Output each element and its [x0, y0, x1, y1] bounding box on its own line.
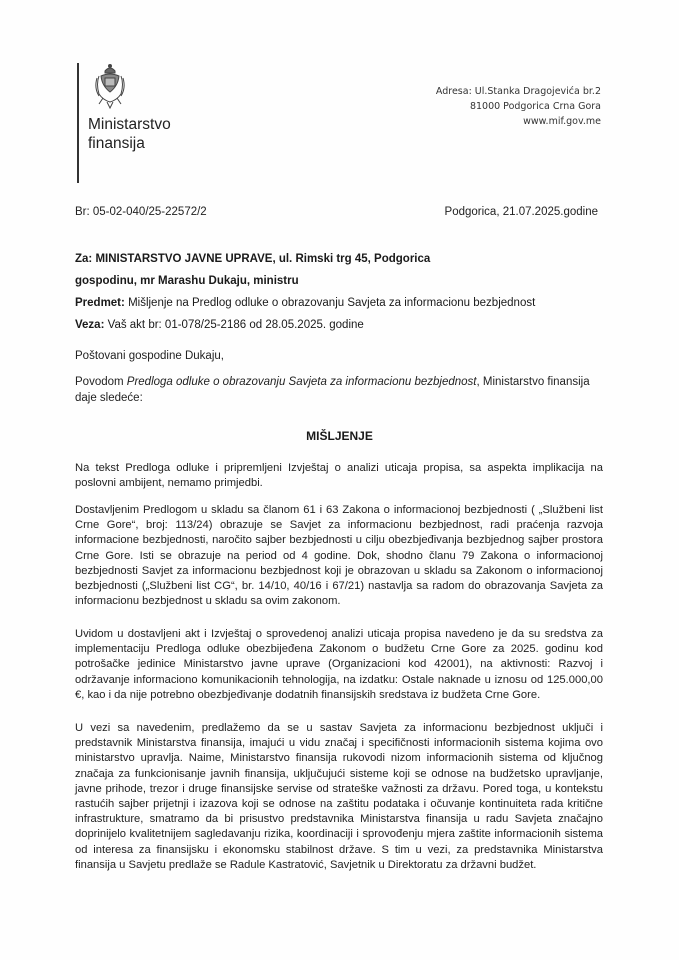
org-name-line1: Ministarstvo — [88, 116, 171, 133]
sender-address — [436, 84, 601, 129]
link-value: Vaš akt br: 01-078/25-2186 od 28.05.2025. godine — [107, 319, 364, 331]
subject-label: Predmet: — [75, 297, 125, 309]
body-paragraph-1: Na tekst Predloga odluke i pripremljeni Izvještaj o analizi uticaja propisa, sa aspekta implikacija na poslovni ambijent, nemamo primjedbi. — [75, 462, 603, 490]
org-name-line2: finansija — [88, 135, 145, 152]
subject-value: Mišljenje na Predlog odluke o obrazovanju Savjeta za informacionu bezbjednost — [128, 297, 536, 309]
body-paragraph-4: U vezi sa navedenim, predlažemo da se u sastav Savjeta za informacionu bezbjednost uključi i predstavnik Ministarstva finansija, imajući u vidu značaj i specifičnosti informacionih sistema kojima ovo ministarstvo upravlja. Naime, Ministarstvo finansija rukovodi nizom informacionih sistema od ključnog značaja za funkcionisanje javnih finansija, uključujući sisteme koji se odnose na budžetsko upravljanje, javne prihode, trezor i druge finansijske servise od strateške važnosti za državu. Pored toga, u kontekstu rastućih sajber prijetnji i izazova koji se odnose na zaštitu podataka i očuvanje kontinuiteta rada kritične infrastrukture, smatramo da bi prisustvo predstavnika Ministarstva finansija u radu Savjeta značajno doprinijelo kvalitetnijem sagledavanju rizika, koordinaciji i sprovođenju mjera zaštite informacionih sistema od interesa za finansijsku i ekonomsku stabilnost države. S tim u vezi, za predstavnika Ministarstva finansija u Savjetu predlaže se Radule Kastratović, Savjetnik u Direktoratu za državni budžet. — [75, 722, 603, 871]
address-city: 81000 Podgorica Crna Gora — [469, 101, 601, 112]
reference-link-line — [75, 314, 615, 336]
recipient-block — [75, 248, 615, 336]
organization-name — [88, 115, 171, 153]
website-link[interactable]: www.mif.gov.me — [523, 116, 601, 127]
reference-number: Br: 05-02-040/25-22572/2 — [75, 206, 207, 218]
body-paragraph-2: Dostavljenim Predlogom u skladu sa članom 61 i 63 Zakona o informacionoj bezbjednosti ( „Službeni list Crne Gore“, broj: 113/24) obrazuje se Savjet za informacionu bezbjednost, radi praćenja razvoja informacione bezbjednosti, naročito sajber bezbjednosti u cilju obezbjeđivanja bezbjednog sajber prostora Crne Gore. Isti se obrazuje na period od 4 godine. Dok, shodno članu 79 Zakona o informacionoj bezbjednosti Savjet za informacionu bezbjednost koji je obrazovan u skladu sa Zakonom o informacionoj bezbjednosti („Službeni list CG“, br. 14/10, 40/16 i 67/21) nastavlja sa radom do obrazovanja Savjeta za informacionu bezbjednost u skladu sa ovim zakonom. — [75, 504, 603, 608]
intro-paragraph — [75, 374, 605, 406]
coat-of-arms-icon — [93, 62, 127, 110]
salutation: Poštovani gospodine Dukaju, — [75, 350, 224, 362]
recipient-to — [75, 248, 615, 270]
place-and-date: Podgorica, 21.07.2025.godine — [444, 206, 598, 218]
to-value: MINISTARSTVO JAVNE UPRAVE, ul. Rimski trg 45, Podgorica — [95, 253, 431, 265]
intro-italic-title: Predloga odluke o obrazovanju Savjeta za informacionu bezbjednost — [126, 376, 477, 388]
link-label: Veza: — [75, 319, 105, 331]
body-paragraph-3: Uvidom u dostavljeni akt i Izvještaj o sprovedenoj analizi uticaja propisa navedeno je da su sredstva za implementaciju Predloga odluke obezbijeđena Zakonom o budžetu Crne Gore za 2025. godinu kod potrošačke jedinice Ministarstvo javne uprave (Organizacioni kod 42001), na aktivnosti: Razvoj i održavanje informaciono komunikacionih tehnologija, na izdatku: Ostale naknade u iznosu od 125.000,00 €, kao i da nije potrebno obezbjeđivanje dodatnih finansijskih sredstava iz budžeta Crne Gore. — [75, 628, 603, 701]
address-street: Adresa: Ul.Stanka Dragojevića br.2 — [435, 86, 601, 97]
to-label: Za: — [75, 253, 93, 265]
intro-suffix: , Ministarstvo finansija daje sledeće: — [75, 376, 590, 404]
letterhead-vertical-rule — [77, 63, 79, 183]
recipient-attention: gospodinu, mr Marashu Dukaju, ministru — [75, 275, 299, 287]
intro-prefix: Povodom — [75, 376, 127, 388]
subject-line — [75, 292, 615, 314]
opinion-heading: MIŠLJENJE — [306, 429, 373, 443]
